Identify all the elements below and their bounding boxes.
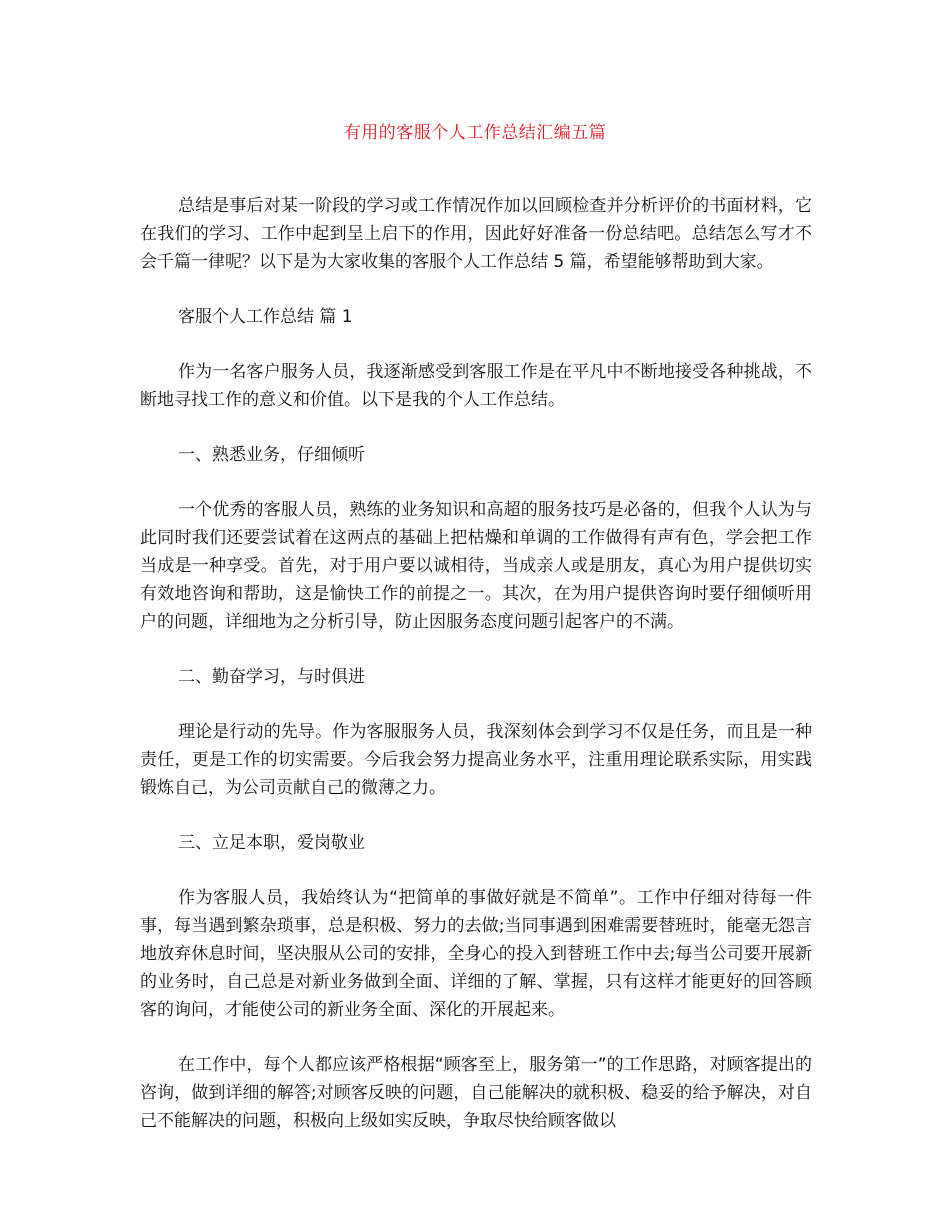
paragraph: 理论是行动的先导。作为客服服务人员，我深刻体会到学习不仅是任务，而且是一种责任，更是工作的切实需要。今后我会努力提高业务水平，注重用理论联系实际，用实践锻炼自己，为公司贡献自己的微薄之力。	[140, 722, 812, 798]
paragraph: 作为一名客户服务人员，我逐渐感受到客服工作是在平凡中不断地接受各种挑战，不断地寻找工作的意义和价值。以下是我的个人工作总结。	[140, 362, 812, 410]
paragraph: 总结是事后对某一阶段的学习或工作情况作加以回顾检查并分析评价的书面材料，它在我们的学习、工作中起到呈上启下的作用，因此好好准备一份总结吧。总结怎么写才不会千篇一律呢？以下是为大家收集的客服个人工作总结 5 篇，希望能够帮助到大家。	[140, 196, 812, 272]
paragraph: 作为客服人员，我始终认为“把简单的事做好就是不简单”。工作中仔细对待每一件事，每当遇到繁杂琐事，总是积极、努力的去做;当同事遇到困难需要替班时，能毫无怨言地放弃休息时间，坚决服从公司的安排，全身心的投入到替班工作中去;每当公司要开展新的业务时，自己总是对新业务做到全面、详细的了解、掌握，只有这样才能更好的回答顾客的询问，才能使公司的新业务全面、深化的开展起来。	[140, 888, 812, 1020]
document-title: 有用的客服个人工作总结汇编五篇	[343, 123, 607, 143]
paragraph: 在工作中，每个人都应该严格根据“顾客至上，服务第一”的工作思路，对顾客提出的咨询，做到详细的解答;对顾客反映的问题，自己能解决的就积极、稳妥的给予解决，对自己不能解决的问题，积极向上级如实反映，争取尽快给顾客做以	[140, 1055, 812, 1131]
section-heading: 一、熟悉业务，仔细倾听	[178, 445, 365, 465]
document-body	[140, 192, 812, 1162]
section-heading: 二、勤奋学习，与时俱进	[178, 667, 365, 687]
section-heading: 三、立足本职，爱岗敬业	[178, 833, 365, 853]
paragraph: 一个优秀的客服人员，熟练的业务知识和高超的服务技巧是必备的，但我个人认为与此同时我们还要尝试着在这两点的基础上把枯燥和单调的工作做得有声有色，学会把工作当成是一种享受。首先，对于用户要以诚相待，当成亲人或是朋友，真心为用户提供切实有效地咨询和帮助，这是愉快工作的前提之一。其次，在为用户提供咨询时要仔细倾听用户的问题，详细地为之分析引导，防止因服务态度问题引起客户的不满。	[140, 500, 812, 632]
section-heading: 客服个人工作总结 篇 1	[178, 307, 353, 327]
